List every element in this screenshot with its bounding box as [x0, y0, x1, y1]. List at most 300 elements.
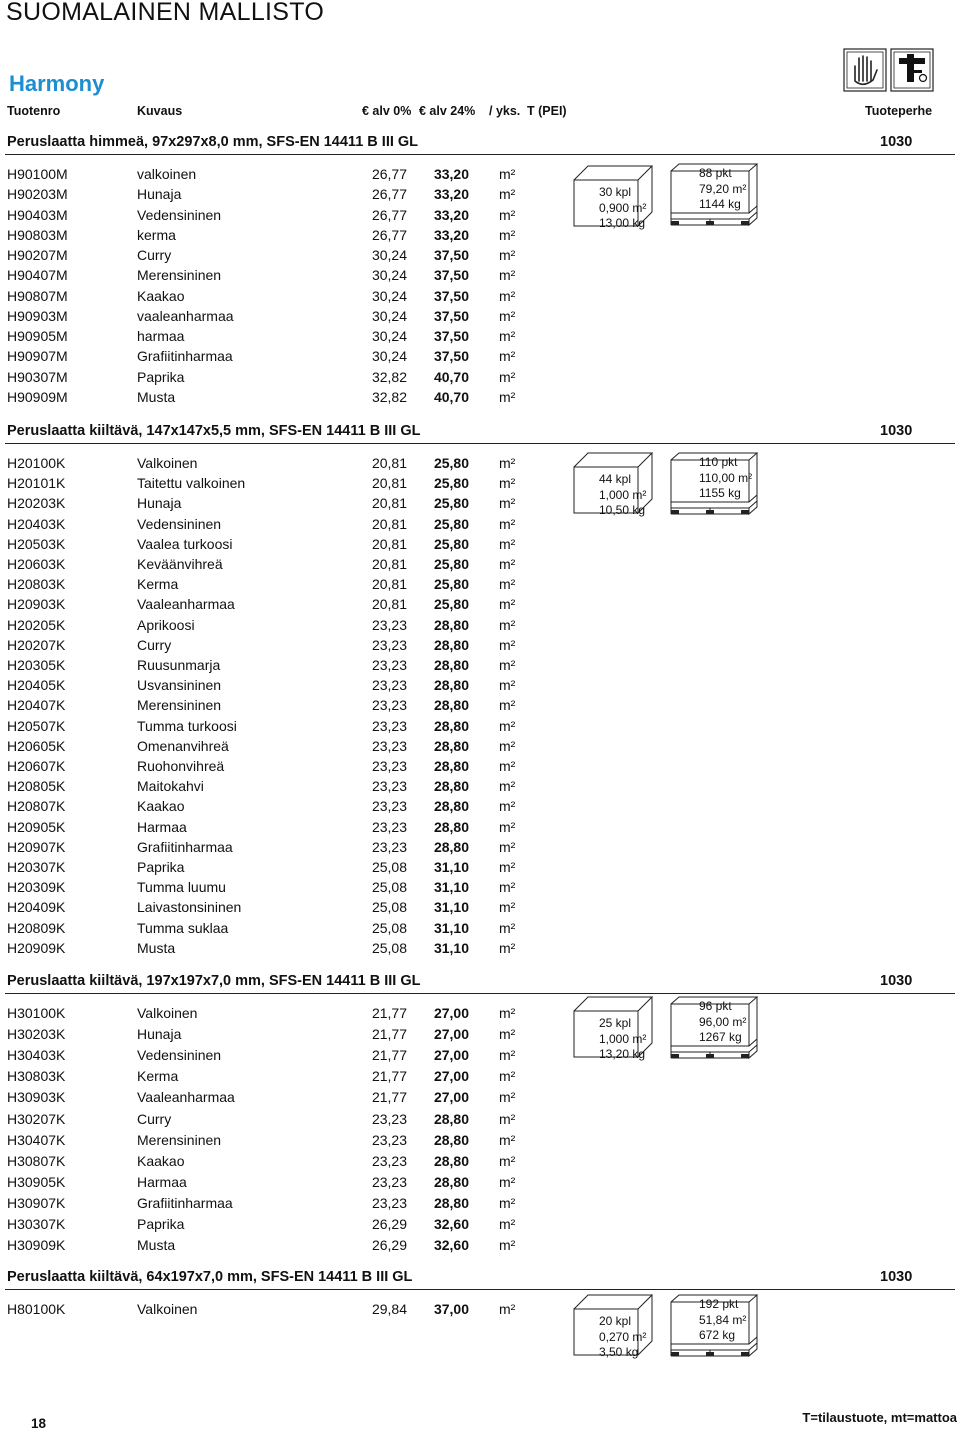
product-code: H20803K: [7, 576, 66, 592]
product-code: H30803K: [7, 1068, 66, 1084]
product-code: H90905M: [7, 328, 68, 344]
pallet-info: [699, 1297, 746, 1344]
unit: m²: [499, 308, 516, 324]
price-alv24: 28,80: [433, 718, 469, 734]
unit: m²: [499, 697, 516, 713]
price-alv24: 28,80: [433, 738, 469, 754]
product-code: H20403K: [7, 516, 66, 532]
product-name: Aprikoosi: [137, 617, 195, 633]
table-row: [0, 536, 540, 556]
product-code: H20807K: [7, 798, 66, 814]
price-alv0: 21,77: [371, 1089, 407, 1105]
product-name: Kaakao: [137, 798, 185, 814]
pallet-icon: [670, 996, 766, 1076]
unit: m²: [499, 1174, 516, 1190]
product-code: H20907K: [7, 839, 66, 855]
product-name: Merensininen: [137, 1132, 222, 1148]
carton-info: [599, 472, 646, 519]
unit: m²: [499, 738, 516, 754]
price-alv24: 28,80: [433, 1174, 469, 1190]
product-code: H90907M: [7, 348, 68, 364]
table-row: [0, 328, 540, 348]
carton-info-line: 30 kpl: [599, 185, 632, 199]
product-name: Kaakao: [137, 1153, 185, 1169]
product-name: Ruohonvihreä: [137, 758, 225, 774]
product-code: H20407K: [7, 697, 66, 713]
price-alv0: 26,77: [371, 166, 407, 182]
carton-box-icon: [573, 165, 661, 230]
carton-box-icon: [573, 1294, 661, 1359]
unit: m²: [499, 576, 516, 592]
price-alv0: 30,24: [371, 247, 407, 263]
page-number: 18: [31, 1416, 47, 1431]
column-header-price24: € alv 24%: [419, 104, 476, 118]
pallet-info-line: 79,20 m²: [699, 181, 747, 196]
product-name: Vedensininen: [137, 516, 222, 532]
section-title: Peruslaatta kiiltävä, 197x197x7,0 mm, SFS-EN 14411 B III GL: [7, 973, 421, 989]
price-alv24: 28,80: [433, 778, 469, 794]
section-title: Peruslaatta kiiltävä, 64x197x7,0 mm, SFS-EN 14411 B III GL: [7, 1269, 413, 1285]
table-row: [0, 859, 540, 879]
certification-logos: [843, 48, 935, 92]
product-name: Merensininen: [137, 267, 222, 283]
product-name: Valkoinen: [137, 455, 198, 471]
pallet-icon: [670, 452, 766, 532]
price-alv0: 23,23: [371, 738, 407, 754]
price-alv0: 20,81: [371, 576, 407, 592]
unit: m²: [499, 920, 516, 936]
product-name: kerma: [137, 227, 176, 243]
series-title: Harmony: [9, 71, 105, 96]
table-row: [0, 1132, 540, 1152]
product-code: H20809K: [7, 920, 66, 936]
price-alv24: 27,00: [433, 1026, 469, 1042]
price-alv0: 23,23: [371, 1153, 407, 1169]
product-code: H20307K: [7, 859, 66, 875]
price-alv0: 23,23: [371, 637, 407, 653]
price-alv0: 32,82: [371, 389, 407, 405]
price-alv24: 37,50: [433, 288, 469, 304]
product-name: Paprika: [137, 369, 185, 385]
product-code: H20805K: [7, 778, 66, 794]
price-alv0: 30,24: [371, 308, 407, 324]
price-alv24: 28,80: [433, 1153, 469, 1169]
product-code: H30807K: [7, 1153, 66, 1169]
product-code: H30909K: [7, 1237, 66, 1253]
price-alv0: 23,23: [371, 798, 407, 814]
price-alv24: 28,80: [433, 758, 469, 774]
unit: m²: [499, 596, 516, 612]
product-code: H90403M: [7, 207, 68, 223]
table-row: [0, 207, 540, 227]
product-name: Hunaja: [137, 1026, 182, 1042]
product-code: H90100M: [7, 166, 68, 182]
table-row: [0, 369, 540, 389]
price-alv24: 25,80: [433, 536, 469, 552]
product-code: H90203M: [7, 186, 68, 202]
carton-info-line: 0,270 m²: [599, 1329, 647, 1344]
product-code: H20207K: [7, 637, 66, 653]
price-alv24: 33,20: [433, 166, 469, 182]
price-alv24: 31,10: [433, 940, 469, 956]
unit: m²: [499, 1132, 516, 1148]
table-row: [0, 798, 540, 818]
price-alv0: 20,81: [371, 455, 407, 471]
table-row: [0, 677, 540, 697]
product-name: Merensininen: [137, 697, 222, 713]
unit: m²: [499, 1237, 516, 1253]
price-alv24: 37,50: [433, 247, 469, 263]
product-name: Valkoinen: [137, 1301, 198, 1317]
product-name: Kerma: [137, 1068, 179, 1084]
price-alv24: 32,60: [433, 1216, 469, 1232]
price-alv0: 26,29: [371, 1237, 407, 1253]
unit: m²: [499, 819, 516, 835]
product-name: vaaleanharmaa: [137, 308, 234, 324]
table-row: [0, 1174, 540, 1194]
product-code: H90307M: [7, 369, 68, 385]
unit: m²: [499, 839, 516, 855]
unit: m²: [499, 778, 516, 794]
table-row: [0, 1237, 540, 1257]
table-row: [0, 657, 540, 677]
table-row: [0, 288, 540, 308]
price-alv24: 28,80: [433, 1111, 469, 1127]
pallet-info-line: 1144 kg: [699, 197, 741, 211]
price-alv24: 37,50: [433, 267, 469, 283]
section-divider: [5, 443, 955, 444]
unit: m²: [499, 657, 516, 673]
table-row: [0, 596, 540, 616]
carton-box-icon: [573, 996, 661, 1061]
price-alv24: 25,80: [433, 516, 469, 532]
unit: m²: [499, 556, 516, 572]
product-name: Hunaja: [137, 186, 182, 202]
carton-info-line: 10,50 kg: [599, 503, 646, 517]
table-row: [0, 617, 540, 637]
price-alv24: 28,80: [433, 637, 469, 653]
unit: m²: [499, 328, 516, 344]
product-name: Tumma turkoosi: [137, 718, 237, 734]
product-code: H20409K: [7, 899, 66, 915]
price-alv24: 27,00: [433, 1047, 469, 1063]
unit: m²: [499, 267, 516, 283]
product-code: H30307K: [7, 1216, 66, 1232]
pallet-info: [699, 999, 746, 1046]
pallet-info: [699, 166, 746, 213]
unit: m²: [499, 718, 516, 734]
table-row: [0, 899, 540, 919]
section-title: Peruslaatta himmeä, 97x297x8,0 mm, SFS-EN 14411 B III GL: [7, 134, 419, 150]
table-row: [0, 718, 540, 738]
carton-info: [599, 1314, 646, 1361]
price-alv0: 23,23: [371, 1174, 407, 1190]
product-name: Paprika: [137, 1216, 185, 1232]
table-row: [0, 186, 540, 206]
carton-info-line: 13,00 kg: [599, 216, 646, 230]
table-row: [0, 166, 540, 186]
price-alv0: 23,23: [371, 657, 407, 673]
unit: m²: [499, 1089, 516, 1105]
table-row: [0, 940, 540, 960]
product-code: H20305K: [7, 657, 66, 673]
price-alv24: 28,80: [433, 1132, 469, 1148]
product-name: Musta: [137, 389, 176, 405]
unit: m²: [499, 455, 516, 471]
price-alv24: 33,20: [433, 227, 469, 243]
price-alv0: 20,81: [371, 596, 407, 612]
product-name: Kerma: [137, 576, 179, 592]
price-alv0: 29,84: [371, 1301, 407, 1317]
pallet-icon: [670, 163, 766, 243]
product-code: H90903M: [7, 308, 68, 324]
product-name: Omenanvihreä: [137, 738, 229, 754]
price-alv0: 32,82: [371, 369, 407, 385]
legend-note: T=tilaustuote, mt=mattoa: [802, 1410, 957, 1425]
table-row: [0, 1153, 540, 1173]
table-row: [0, 1047, 540, 1067]
table-row: [0, 1111, 540, 1131]
price-alv0: 30,24: [371, 348, 407, 364]
price-alv0: 30,24: [371, 328, 407, 344]
product-code: H20603K: [7, 556, 66, 572]
product-code: H20503K: [7, 536, 66, 552]
product-code: H30407K: [7, 1132, 66, 1148]
product-name: Keväänvihreä: [137, 556, 223, 572]
product-name: Kaakao: [137, 288, 185, 304]
price-alv0: 23,23: [371, 839, 407, 855]
price-alv24: 28,80: [433, 798, 469, 814]
price-alv0: 23,23: [371, 617, 407, 633]
unit: m²: [499, 516, 516, 532]
product-name: Harmaa: [137, 819, 187, 835]
price-alv0: 25,08: [371, 940, 407, 956]
carton-info: [599, 185, 646, 232]
product-code: H20203K: [7, 495, 66, 511]
price-alv24: 27,00: [433, 1089, 469, 1105]
price-alv0: 23,23: [371, 1132, 407, 1148]
column-header-family: Tuoteperhe: [865, 104, 933, 118]
price-alv0: 26,77: [371, 207, 407, 223]
price-alv0: 25,08: [371, 920, 407, 936]
price-alv24: 37,50: [433, 308, 469, 324]
product-code: H20100K: [7, 455, 66, 471]
price-alv24: 28,80: [433, 617, 469, 633]
unit: m²: [499, 536, 516, 552]
product-name: Tumma suklaa: [137, 920, 229, 936]
table-row: [0, 1216, 540, 1236]
price-alv24: 28,80: [433, 1195, 469, 1211]
product-code: H30207K: [7, 1111, 66, 1127]
price-alv24: 31,10: [433, 899, 469, 915]
pallet-info-line: 672 kg: [699, 1328, 736, 1342]
pallet-icon: [670, 1294, 766, 1374]
price-alv24: 33,20: [433, 207, 469, 223]
table-row: [0, 738, 540, 758]
product-name: Valkoinen: [137, 1005, 198, 1021]
product-code: H20101K: [7, 475, 66, 491]
price-alv24: 40,70: [433, 389, 469, 405]
table-row: [0, 267, 540, 287]
product-name: Laivastonsininen: [137, 899, 242, 915]
unit: m²: [499, 227, 516, 243]
product-name: Musta: [137, 1237, 176, 1253]
price-alv0: 20,81: [371, 516, 407, 532]
table-row: [0, 920, 540, 940]
product-code: H30907K: [7, 1195, 66, 1211]
product-code: H20903K: [7, 596, 66, 612]
table-row: [0, 1068, 540, 1088]
section-divider: [5, 154, 955, 155]
product-code: H20309K: [7, 879, 66, 895]
product-name: harmaa: [137, 328, 185, 344]
price-alv24: 25,80: [433, 596, 469, 612]
table-row: [0, 637, 540, 657]
pallet-info-line: 96 pkt: [699, 999, 732, 1013]
product-code: H30203K: [7, 1026, 66, 1042]
product-name: Ruusunmarja: [137, 657, 221, 673]
product-name: Grafiitinharmaa: [137, 1195, 233, 1211]
table-row: [0, 475, 540, 495]
table-row: [0, 1089, 540, 1109]
section-divider: [5, 993, 955, 994]
section-family-code: 1030: [880, 423, 913, 439]
unit: m²: [499, 758, 516, 774]
price-alv24: 37,00: [433, 1301, 469, 1317]
product-code: H20605K: [7, 738, 66, 754]
pallet-info-line: 51,84 m²: [699, 1312, 747, 1327]
product-code: H30100K: [7, 1005, 66, 1021]
product-code: H20909K: [7, 940, 66, 956]
unit: m²: [499, 617, 516, 633]
price-alv0: 25,08: [371, 899, 407, 915]
unit: m²: [499, 247, 516, 263]
column-header-code: Tuotenro: [7, 104, 61, 118]
unit: m²: [499, 1026, 516, 1042]
unit: m²: [499, 798, 516, 814]
unit: m²: [499, 389, 516, 405]
carton-info-line: 44 kpl: [599, 472, 632, 486]
section-divider: [5, 1289, 955, 1290]
unit: m²: [499, 899, 516, 915]
product-code: H90803M: [7, 227, 68, 243]
unit: m²: [499, 1216, 516, 1232]
price-alv0: 23,23: [371, 778, 407, 794]
price-alv24: 25,80: [433, 475, 469, 491]
section-title: Peruslaatta kiiltävä, 147x147x5,5 mm, SFS-EN 14411 B III GL: [7, 423, 421, 439]
product-name: Paprika: [137, 859, 185, 875]
product-name: Grafiitinharmaa: [137, 348, 233, 364]
price-alv0: 30,24: [371, 267, 407, 283]
unit: m²: [499, 859, 516, 875]
price-alv24: 27,00: [433, 1068, 469, 1084]
price-alv24: 25,80: [433, 576, 469, 592]
table-row: [0, 348, 540, 368]
carton-info-line: 13,20 kg: [599, 1047, 646, 1061]
table-row: [0, 227, 540, 247]
product-name: Taitettu valkoinen: [137, 475, 246, 491]
column-header-pei: T (PEI): [527, 104, 567, 118]
table-row: [0, 778, 540, 798]
unit: m²: [499, 637, 516, 653]
price-alv24: 28,80: [433, 677, 469, 693]
pallet-info-line: 1267 kg: [699, 1030, 742, 1044]
price-alv24: 28,80: [433, 819, 469, 835]
finnish-key-flag-icon: [891, 49, 933, 91]
carton-info-line: 20 kpl: [599, 1314, 632, 1328]
hand-tested-icon: [844, 49, 886, 91]
price-alv0: 23,23: [371, 819, 407, 835]
unit: m²: [499, 1047, 516, 1063]
table-row: [0, 1026, 540, 1046]
pallet-info-line: 110 pkt: [699, 455, 738, 469]
carton-info-line: 3,50 kg: [599, 1345, 639, 1359]
table-row: [0, 1301, 540, 1321]
pallet-info-line: 110,00 m²: [699, 470, 753, 485]
price-alv0: 23,23: [371, 697, 407, 713]
product-name: Tumma luumu: [137, 879, 226, 895]
product-name: Vaaleanharmaa: [137, 1089, 235, 1105]
price-alv0: 20,81: [371, 475, 407, 491]
unit: m²: [499, 495, 516, 511]
unit: m²: [499, 475, 516, 491]
table-row: [0, 247, 540, 267]
table-row: [0, 697, 540, 717]
unit: m²: [499, 186, 516, 202]
section-family-code: 1030: [880, 1269, 913, 1285]
price-alv24: 37,50: [433, 328, 469, 344]
unit: m²: [499, 348, 516, 364]
product-code: H30403K: [7, 1047, 66, 1063]
carton-info-line: 0,900 m²: [599, 200, 647, 215]
table-row: [0, 1005, 540, 1025]
product-code: H90207M: [7, 247, 68, 263]
product-code: H20607K: [7, 758, 66, 774]
table-row: [0, 1195, 540, 1215]
price-alv24: 32,60: [433, 1237, 469, 1253]
section-family-code: 1030: [880, 134, 913, 150]
product-code: H20507K: [7, 718, 66, 734]
price-alv0: 25,08: [371, 859, 407, 875]
product-code: H90807M: [7, 288, 68, 304]
unit: m²: [499, 879, 516, 895]
price-alv0: 21,77: [371, 1005, 407, 1021]
product-name: Curry: [137, 637, 172, 653]
product-code: H20205K: [7, 617, 66, 633]
product-name: Vaalea turkoosi: [137, 536, 233, 552]
price-alv0: 21,77: [371, 1047, 407, 1063]
product-name: valkoinen: [137, 166, 197, 182]
price-alv0: 23,23: [371, 758, 407, 774]
pallet-info-line: 192 pkt: [699, 1297, 739, 1311]
product-code: H90909M: [7, 389, 68, 405]
price-alv0: 21,77: [371, 1026, 407, 1042]
product-name: Musta: [137, 940, 176, 956]
unit: m²: [499, 207, 516, 223]
price-alv0: 26,29: [371, 1216, 407, 1232]
table-row: [0, 308, 540, 328]
table-row: [0, 819, 540, 839]
price-alv24: 40,70: [433, 369, 469, 385]
column-header-name: Kuvaus: [137, 104, 183, 118]
carton-info-line: 1,000 m²: [599, 487, 647, 502]
price-alv24: 25,80: [433, 556, 469, 572]
product-name: Hunaja: [137, 495, 182, 511]
product-name: Harmaa: [137, 1174, 187, 1190]
carton-info: [599, 1016, 646, 1063]
price-alv24: 31,10: [433, 859, 469, 875]
table-row: [0, 516, 540, 536]
